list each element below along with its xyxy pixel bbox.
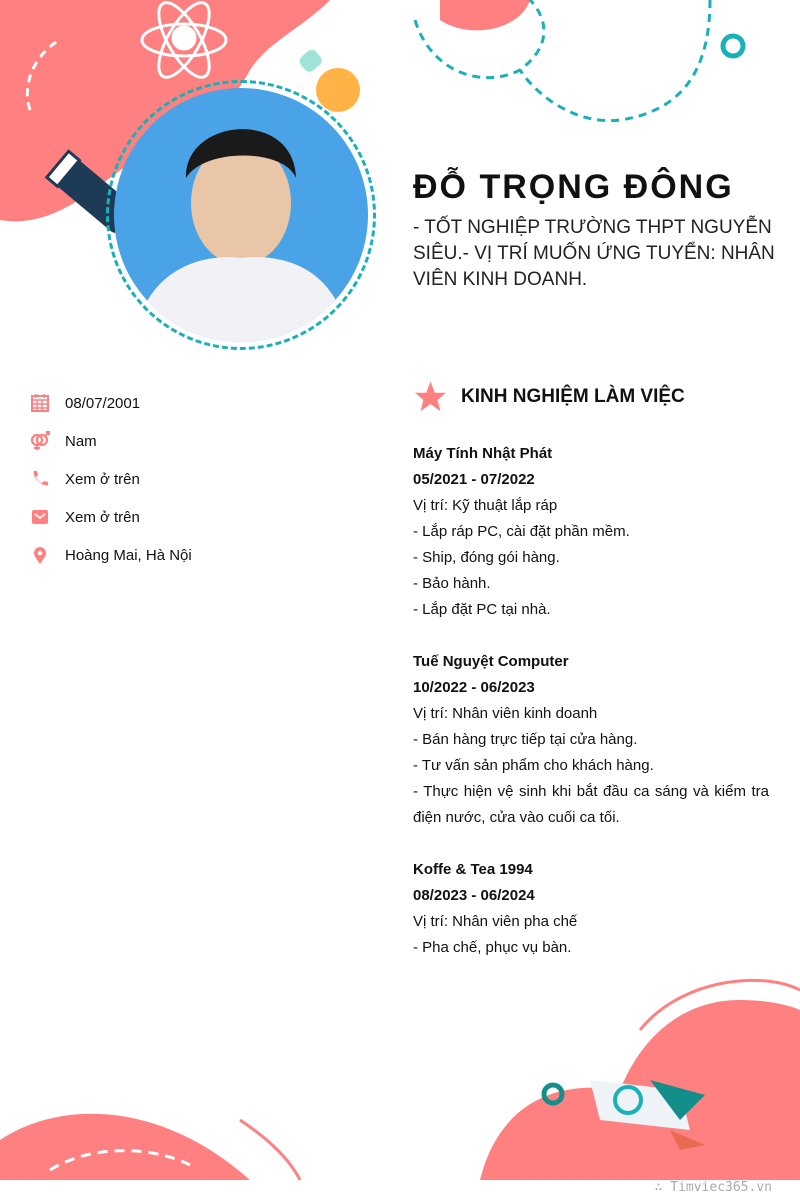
star-icon — [413, 380, 448, 414]
gender-icon — [30, 431, 50, 451]
job-entry: Tuế Nguyệt Computer 10/2022 - 06/2023 Vị trí: Nhân viên kinh doanh - Bán hàng trực tiếp tại cửa hàng. - Tư vấn sản phẩm cho khách hàng. - Thực hiện vệ sinh khi bắt đầu ca sáng và kiểm tra điện nước, cửa vào cuối ca tối. — [413, 653, 769, 826]
footer-watermark: ∴ Timviec365.vn — [654, 1180, 772, 1195]
location-icon — [30, 545, 50, 565]
info-gender: Nam — [30, 422, 192, 460]
personal-info — [30, 384, 192, 574]
experience-section-title: KINH NGHIỆM LÀM VIỆC — [413, 380, 685, 414]
job-entry: Koffe & Tea 1994 08/2023 - 06/2024 Vị trí: Nhân viên pha chế - Pha chế, phục vụ bàn. — [413, 861, 578, 956]
experience-list — [413, 441, 769, 987]
email-icon — [30, 507, 50, 527]
info-birthday: 08/07/2001 — [30, 384, 192, 422]
candidate-name: ĐỖ TRỌNG ĐÔNG — [413, 168, 734, 206]
calendar-icon — [30, 393, 50, 413]
profile-photo — [114, 88, 368, 342]
phone-icon — [30, 469, 50, 489]
info-address: Hoàng Mai, Hà Nội — [30, 536, 192, 574]
candidate-summary: - TỐT NGHIỆP TRƯỜNG THPT NGUYỄN SIÊU.- VỊ TRÍ MUỐN ỨNG TUYỂN: NHÂN VIÊN KINH DOANH. — [413, 217, 775, 290]
job-entry: Máy Tính Nhật Phát 05/2021 - 07/2022 Vị trí: Kỹ thuật lắp ráp - Lắp ráp PC, cài đặt phần mềm. - Ship, đóng gói hàng. - Bảo hành. - Lắp đặt PC tại nhà. — [413, 445, 630, 618]
info-email: Xem ở trên — [30, 498, 192, 536]
info-phone: Xem ở trên — [30, 460, 192, 498]
